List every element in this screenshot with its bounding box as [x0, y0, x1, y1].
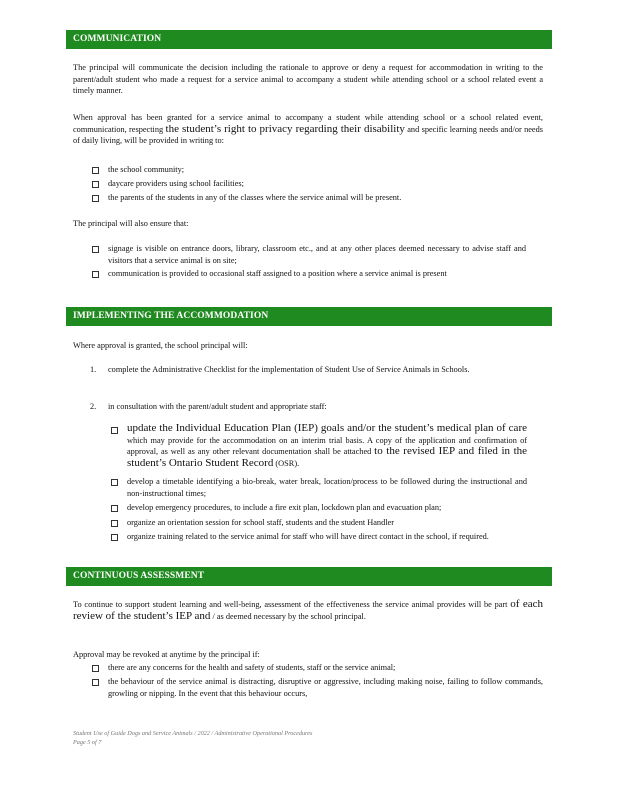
bullet-icon	[111, 427, 118, 434]
communication-paragraph-1: The principal will communicate the decision including the rationale to approve or deny a request for accommodation in writing to the parent/adult student who made a request for a service animal to accompany a student while attending school or a school related event a timely manner.	[73, 63, 543, 96]
text-run-large: update the Individual Education Plan (IEP) goals and/or the student’s medical plan of care	[127, 422, 527, 434]
continuous-paragraph-2: Approval may be revoked at anytime by the principal if:	[73, 650, 260, 659]
step-item: complete the Administrative Checklist for the implementation of Student Use of Service Animals in Schools.	[108, 365, 470, 374]
list-item: communication is provided to occasional staff assigned to a position where a service animal is present	[108, 269, 447, 278]
sub-list-item: organize training related to the service animal for staff who will have direct contact in the school, if required.	[127, 532, 489, 541]
bullet-icon	[92, 167, 99, 174]
step-number: 1.	[90, 365, 97, 374]
page-number: Page 5 of 7	[73, 739, 102, 746]
bullet-icon	[111, 479, 118, 486]
bullet-icon	[92, 246, 99, 253]
bullet-icon	[92, 271, 99, 278]
communication-paragraph-2	[73, 112, 543, 147]
section-header-communication: COMMUNICATION	[66, 30, 552, 49]
step-number: 2.	[90, 402, 97, 411]
list-item: the parents of the students in any of the classes where the service animal will be present.	[108, 193, 402, 202]
communication-paragraph-3: The principal will also ensure that:	[73, 219, 189, 228]
bullet-icon	[111, 534, 118, 541]
sub-list-item: develop emergency procedures, to include a fire exit plan, lockdown plan and evacuation plan;	[127, 503, 442, 512]
text-run: which may provide for the accommodation on an interim trial basis. A copy of the application and confirmation of approval, as well as any other relevant documentation shall be attached	[127, 435, 527, 457]
sub-list-item: organize an orientation session for school staff, students and the student Handler	[127, 518, 394, 527]
sub-list-item	[127, 423, 527, 469]
section-header-continuous-assessment: CONTINUOUS ASSESSMENT	[66, 567, 552, 586]
section-header-implementing: IMPLEMENTING THE ACCOMMODATION	[66, 307, 552, 326]
list-item: there are any concerns for the health and safety of students, staff or the service animal;	[108, 663, 396, 672]
list-item: daycare providers using school facilities;	[108, 179, 244, 188]
text-run: (OSR).	[273, 458, 300, 468]
page-footer	[73, 729, 453, 747]
implementing-intro: Where approval is granted, the school principal will:	[73, 341, 248, 350]
bullet-icon	[111, 505, 118, 512]
bullet-icon	[111, 520, 118, 527]
bullet-icon	[92, 195, 99, 202]
text-run: / as deemed necessary by the school principal.	[210, 611, 366, 621]
text-run: and specific learning needs and/or needs of daily living, will be provided in writing to:	[73, 124, 543, 146]
bullet-icon	[92, 181, 99, 188]
bullet-icon	[92, 665, 99, 672]
bullet-icon	[92, 679, 99, 686]
text-run-large: of each review of the student’s IEP and	[73, 598, 544, 622]
list-item: the behaviour of the service animal is distracting, disruptive or aggressive, including making noise, failing to follow commands, growling or nipping. In the event that this behaviour occurs,	[108, 677, 543, 698]
text-run: When approval has been granted for a service animal to accompany a student while attending school or a school related event, communication, respecting	[73, 113, 543, 134]
step-item: in consultation with the parent/adult student and appropriate staff:	[108, 402, 327, 411]
continuous-paragraph-1	[73, 599, 543, 622]
text-run: To continue to support student learning and well-being, assessment of the effectiveness the service animal provides will be part	[73, 600, 511, 609]
list-item: the school community;	[108, 165, 185, 174]
sub-list-item: develop a timetable identifying a bio-break, water break, location/process to be followed during the instructional and non-instructional times;	[127, 477, 527, 498]
text-run-large: to the revised IEP and filed in the student’s Ontario Student Record	[127, 445, 528, 469]
footer-title: Student Use of Guide Dogs and Service Animals / 2022 / Administrative Operational Procedures	[73, 730, 313, 737]
text-run-large: the student’s right to privacy regarding their disability	[165, 122, 405, 135]
list-item: signage is visible on entrance doors, library, classroom etc., and at any other places deemed necessary to advise staff and visitors that a service animal is on site;	[108, 244, 526, 265]
